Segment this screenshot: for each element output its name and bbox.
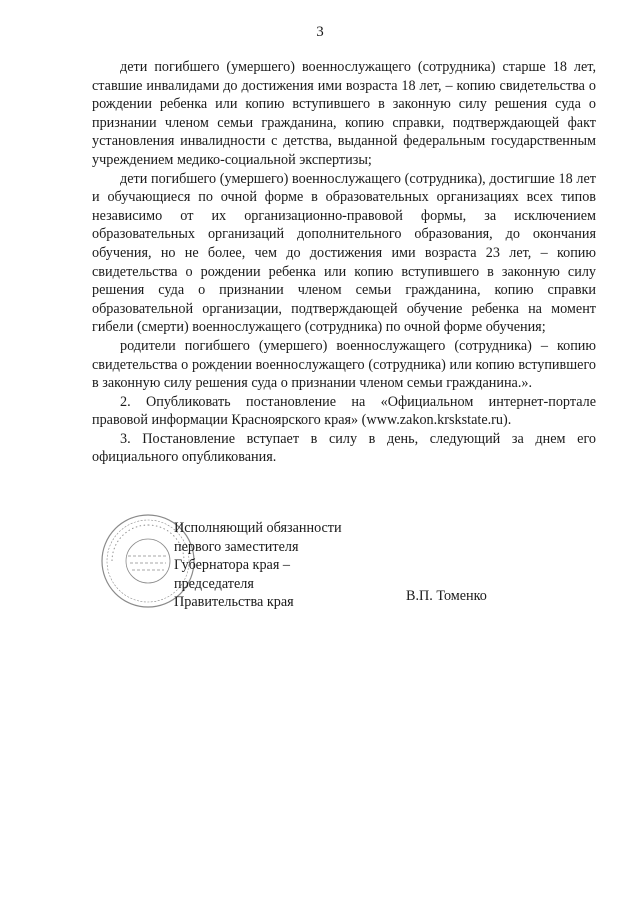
signatory-title-line: Правительства края <box>174 594 294 611</box>
signature-block <box>92 519 596 619</box>
signatory-name: В.П. Томенко <box>406 588 487 604</box>
paragraph: дети погибшего (умершего) военнослужащего (сотрудника), достигшие 18 лет и обучающиеся по очной форме в образовательных организациях всех типов независимо от их организационно-правовой формы, за исключением образовательных организаций дополнительного образования, до окончания обучения, но не более, чем до достижения ими возраста 23 лет, – копию свидетельства о рождении ребенка или копию вступившего в законную силу решения суда о признании членом семьи гражданина, копию справки образовательной организации, подтверждающей обучение ребенка на момент гибели (смерти) военнослужащего (сотрудника) по очной форме обучения; <box>92 170 596 336</box>
signatory-title <box>174 519 342 612</box>
signatory-title-line: Исполняющий обязанности <box>174 520 342 536</box>
signatory-title-line: председателя <box>174 575 254 592</box>
paragraph: родители погибшего (умершего) военнослужащего (сотрудника) – копию свидетельства о рождении военнослужащего (сотрудника) или копию вступившего в законную силу решения суда о признании членом семьи гражданина.». <box>92 337 596 392</box>
paragraph: 3. Постановление вступает в силу в день, следующий за днем его официального опубликования. <box>92 430 596 466</box>
paragraph: 2. Опубликовать постановление на «Официальном интернет-портале правовой информации Красноярского края» (www.zakon.krskstate.ru). <box>92 393 596 429</box>
page-number: 3 <box>316 24 324 40</box>
signatory-title-line: первого заместителя <box>174 538 299 555</box>
signatory-title-line: Губернатора края – <box>174 557 291 574</box>
paragraph: дети погибшего (умершего) военнослужащего (сотрудника) старше 18 лет, ставшие инвалидами до достижения ими возраста 18 лет, – копию свидетельства о рождении ребенка или копию вступившего в законную силу решения суда о признании членом семьи гражданина, копию справки, подтверждающей факт установления инвалидности с детства, выданной федеральным государственным учреждением медико-социальной экспертизы; <box>92 59 596 168</box>
document-body <box>92 58 596 467</box>
